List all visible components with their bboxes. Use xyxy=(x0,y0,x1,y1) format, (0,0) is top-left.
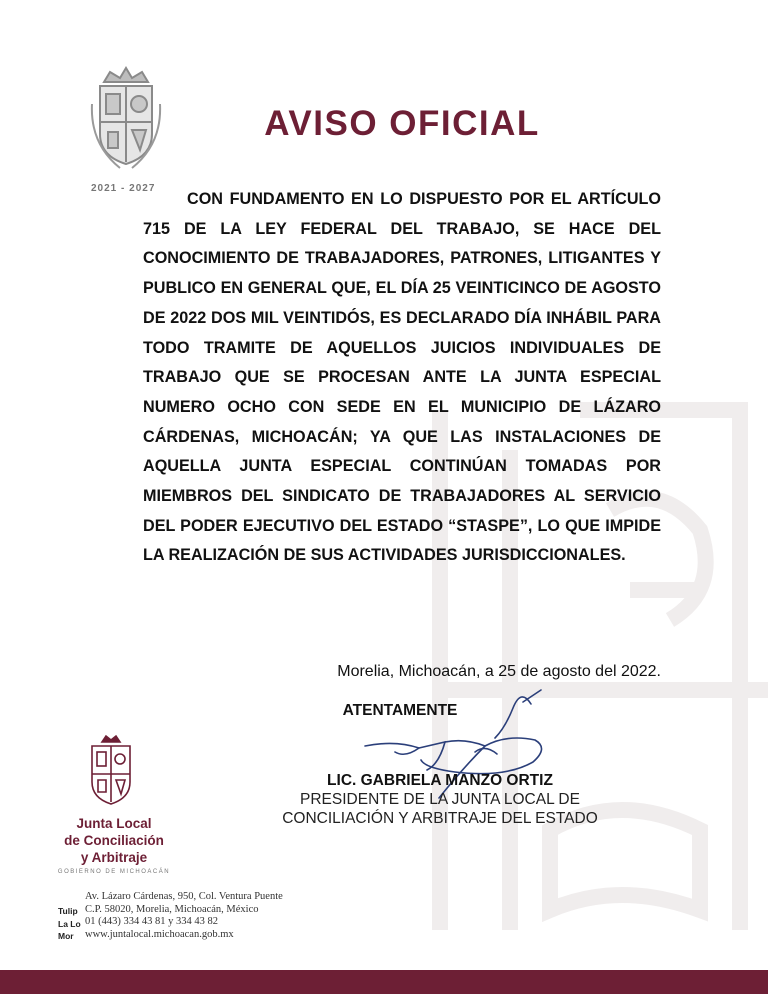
cut-off-line1: Tulip xyxy=(58,906,78,916)
salutation: ATENTAMENTE xyxy=(342,702,458,719)
institution-name-line3: y Arbitraje xyxy=(80,850,148,865)
government-label: GOBIERNO DE MICHOACÁN xyxy=(57,869,171,875)
document-title: AVISO OFICIAL xyxy=(264,104,540,143)
footer-bar xyxy=(0,970,768,994)
cut-off-line3: Mor xyxy=(58,931,74,941)
notice-body: CON FUNDAMENTO EN LO DISPUESTO POR EL ARTÍCULO 715 DE LA LEY FEDERAL DEL TRABAJO, SE HACE DEL CONOCIMIENTO DE TRABAJADORES, PATRONES, LITIGANTES Y PUBLICO EN GENERAL QUE, EL DÍA 25 VEINTICINCO DE AGOSTO DE 2022 DOS MIL VEINTIDÓS, ES DECLARADO DÍA INHÁBIL PARA TODO TRAMITE DE AQUELLOS JUICIOS INDIVIDUALES DE TRABAJO QUE SE PROCESAN ANTE LA JUNTA ESPECIAL NUMERO OCHO CON SEDE EN EL MUNICIPIO DE LÁZARO CÁRDENAS, MICHOACÁN; YA QUE LAS INSTALACIONES DE AQUELLA JUNTA ESPECIAL CONTINÚAN TOMADAS POR MIEMBROS DEL SINDICATO DE TRABAJADORES AL SERVICIO DEL PODER EJECUTIVO DEL ESTADO “STASPE”, LO QUE IMPIDE LA REALIZACIÓN DE SUS ACTIVIDADES JURISDICCIONALES. xyxy=(143,190,661,565)
address-phone: 01 (443) 334 43 81 y 334 43 82 xyxy=(85,916,218,927)
institution-name xyxy=(56,815,172,866)
signer-block xyxy=(240,772,640,828)
address-block xyxy=(85,891,283,941)
signer-role-line2: CONCILIACIÓN Y ARBITRAJE DEL ESTADO xyxy=(282,810,598,827)
signer-role-line1: PRESIDENTE DE LA JUNTA LOCAL DE xyxy=(300,791,580,808)
place-and-date: Morelia, Michoacán, a 25 de agosto del 2022. xyxy=(337,663,661,680)
address-website: www.juntalocal.michoacan.gob.mx xyxy=(85,928,234,940)
address-postal: C.P. 58020, Morelia, Michoacán, México xyxy=(85,903,259,915)
institution-name-line2: de Conciliación xyxy=(64,833,164,848)
institution-name-line1: Junta Local xyxy=(76,816,152,831)
cut-off-line2: La Lo xyxy=(58,918,81,929)
cut-off-address xyxy=(58,905,82,943)
address-street: Av. Lázaro Cárdenas, 950, Col. Ventura Puente xyxy=(85,891,283,902)
junta-local-crest-logo xyxy=(88,734,134,808)
term-years: 2021 - 2027 xyxy=(91,183,156,194)
signer-name: LIC. GABRIELA MANZO ORTIZ xyxy=(327,772,553,789)
